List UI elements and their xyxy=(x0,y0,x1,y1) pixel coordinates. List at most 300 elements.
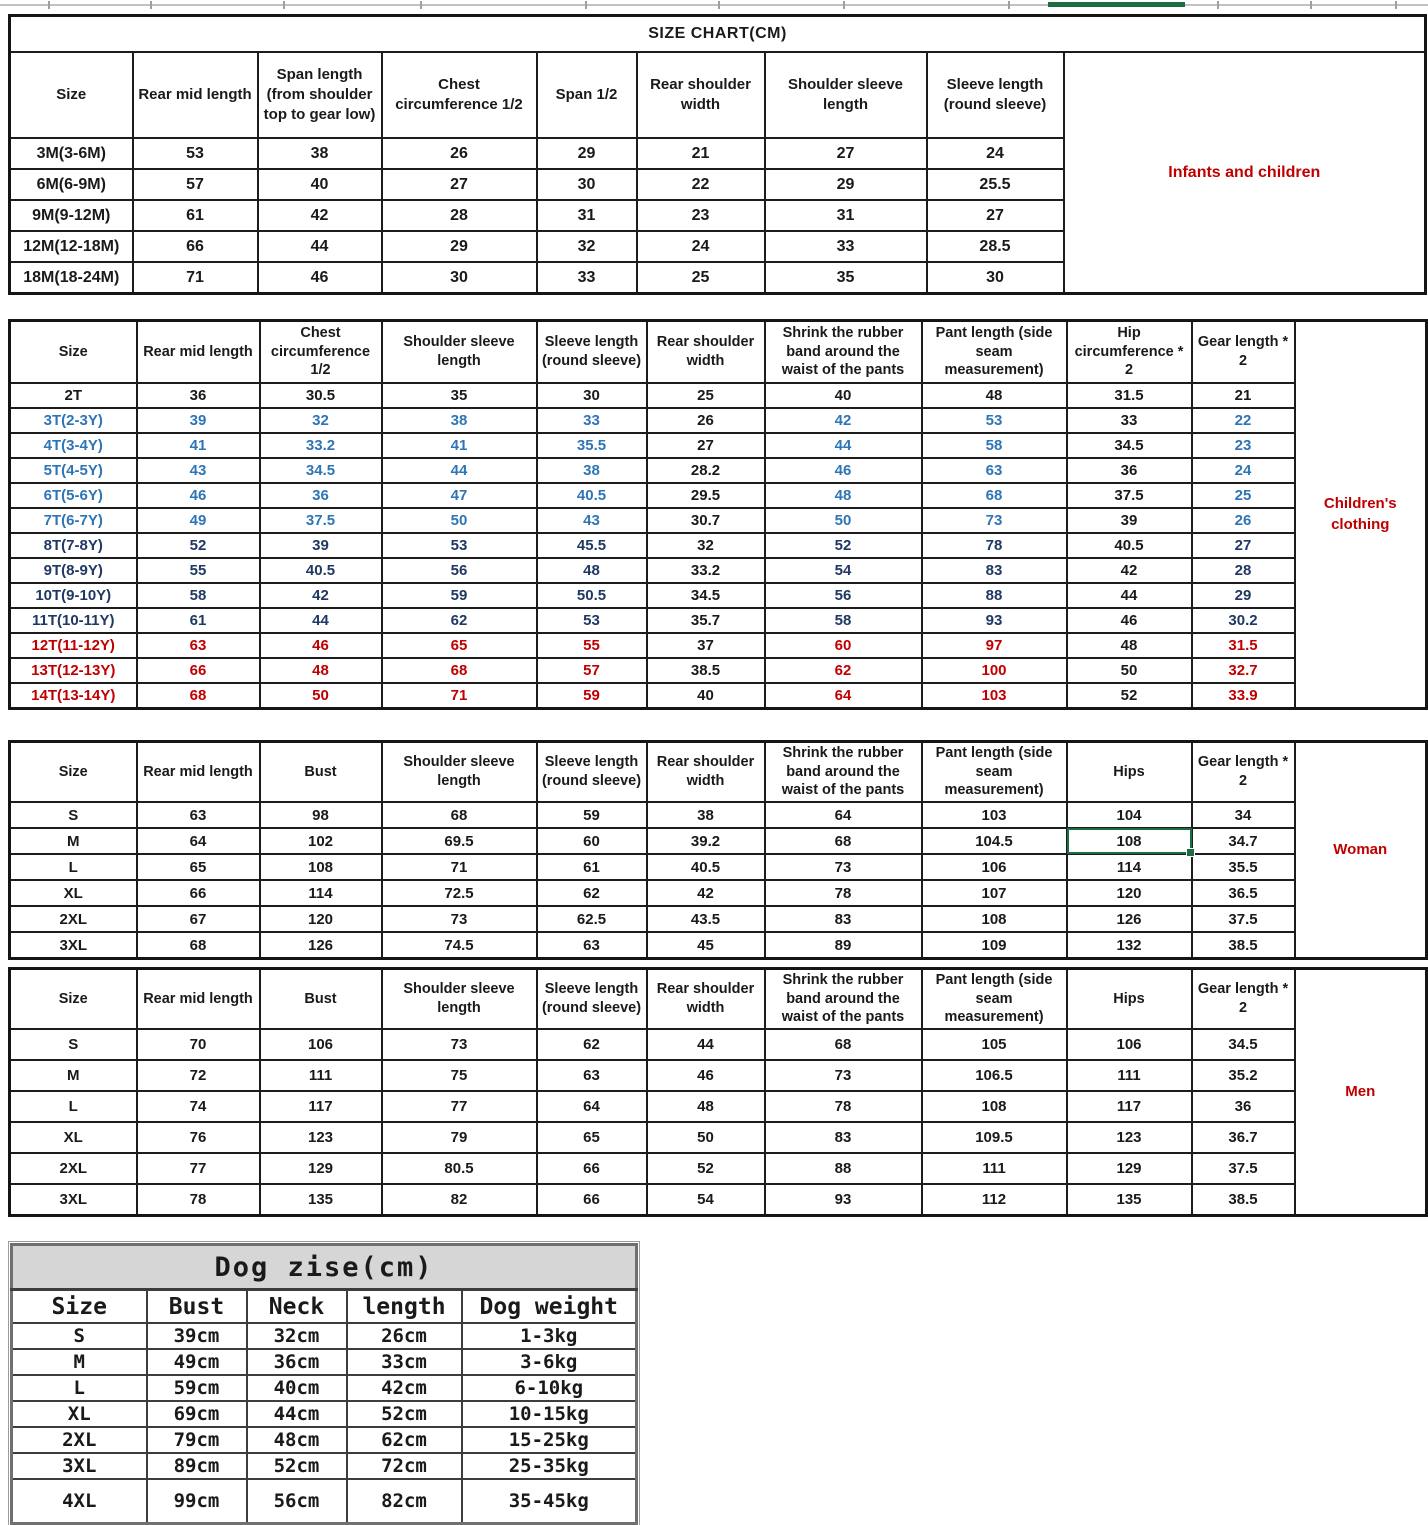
cell: 35-45kg xyxy=(462,1479,637,1524)
column-header: Size xyxy=(10,321,137,384)
column-header: length xyxy=(347,1290,462,1324)
table-row xyxy=(10,658,1427,683)
cell: 40.5 xyxy=(647,854,765,880)
cell: 76 xyxy=(137,1122,260,1153)
cell: 25.5 xyxy=(927,169,1064,200)
column-header: Bust xyxy=(147,1290,247,1324)
table-row xyxy=(12,1323,637,1349)
row-size-label: 4XL xyxy=(12,1479,147,1524)
cell: 72.5 xyxy=(382,880,537,906)
cell: 40.5 xyxy=(1067,533,1192,558)
cell: 73 xyxy=(765,854,922,880)
cell: 35.5 xyxy=(537,433,647,458)
column-header: Sleeve length (round sleeve) xyxy=(537,321,647,384)
cell: 34.5 xyxy=(1192,1029,1295,1060)
cell: 75 xyxy=(382,1060,537,1091)
cell: 106.5 xyxy=(922,1060,1067,1091)
row-size-label: 2XL xyxy=(10,906,137,932)
cell: 114 xyxy=(260,880,382,906)
cell: 53 xyxy=(537,608,647,633)
cell: 62 xyxy=(537,1029,647,1060)
row-size-label: XL xyxy=(12,1401,147,1427)
cell: 63 xyxy=(137,633,260,658)
cell: 97 xyxy=(922,633,1067,658)
cell: 34.5 xyxy=(647,583,765,608)
row-size-label: L xyxy=(10,1091,137,1122)
cell: 46 xyxy=(258,262,382,294)
cell: 24 xyxy=(1192,458,1295,483)
column-header: Pant length (side seam measurement) xyxy=(922,321,1067,384)
cell: 29 xyxy=(537,138,637,169)
cell: 37.5 xyxy=(1067,483,1192,508)
table-row xyxy=(10,383,1427,408)
cell: 62 xyxy=(537,880,647,906)
column-header: Rear shoulder width xyxy=(637,52,765,138)
cell: 103 xyxy=(922,802,1067,828)
cell: 68 xyxy=(382,658,537,683)
cell: 68 xyxy=(382,802,537,828)
table-row xyxy=(10,508,1427,533)
column-header: Shrink the rubber band around the waist of the pants xyxy=(765,969,922,1030)
cell: 33.2 xyxy=(647,558,765,583)
cell: 66 xyxy=(133,231,258,262)
column-header: Sleeve length (round sleeve) xyxy=(927,52,1064,138)
cell: 63 xyxy=(137,802,260,828)
cell: 30.7 xyxy=(647,508,765,533)
cell: 52 xyxy=(647,1153,765,1184)
cell: 65 xyxy=(137,854,260,880)
cell: 33 xyxy=(537,262,637,294)
cell: 68 xyxy=(137,932,260,959)
dog-size-table xyxy=(10,1243,638,1525)
table-row xyxy=(12,1401,637,1427)
cell: 38 xyxy=(382,408,537,433)
cell: 21 xyxy=(1192,383,1295,408)
table-row xyxy=(10,683,1427,709)
cell: 77 xyxy=(137,1153,260,1184)
cell: 55 xyxy=(137,558,260,583)
row-size-label: 14T(13-14Y) xyxy=(10,683,137,709)
cell: 46 xyxy=(1067,608,1192,633)
row-size-label: 8T(7-8Y) xyxy=(10,533,137,558)
cell: 22 xyxy=(637,169,765,200)
cell: 27 xyxy=(1192,533,1295,558)
cell: 108 xyxy=(922,1091,1067,1122)
cell: 36cm xyxy=(247,1349,347,1375)
row-size-label: S xyxy=(10,802,137,828)
cell: 44 xyxy=(258,231,382,262)
section-label: Infants and children xyxy=(1064,52,1426,294)
cell: 55 xyxy=(537,633,647,658)
cell: 50 xyxy=(260,683,382,709)
cell: 50 xyxy=(382,508,537,533)
cell: 59 xyxy=(537,802,647,828)
cell: 66 xyxy=(537,1153,647,1184)
column-header: Shoulder sleeve length xyxy=(382,969,537,1030)
cell: 37.5 xyxy=(260,508,382,533)
cell: 22 xyxy=(1192,408,1295,433)
cell: 109 xyxy=(922,932,1067,959)
table-row xyxy=(10,1091,1427,1122)
cell: 36 xyxy=(1192,1091,1295,1122)
column-header: Shoulder sleeve length xyxy=(382,321,537,384)
cell: 62cm xyxy=(347,1427,462,1453)
row-size-label: M xyxy=(12,1349,147,1375)
cell: 63 xyxy=(537,932,647,959)
cell: 112 xyxy=(922,1184,1067,1216)
column-header: Rear shoulder width xyxy=(647,321,765,384)
column-header: Hips xyxy=(1067,742,1192,803)
column-header: Shoulder sleeve length xyxy=(765,52,927,138)
cell: 83 xyxy=(765,1122,922,1153)
cell: 98 xyxy=(260,802,382,828)
cell: 54 xyxy=(765,558,922,583)
dog-table-title: Dog zise(cm) xyxy=(12,1245,637,1290)
cell: 33 xyxy=(765,231,927,262)
cell: 78 xyxy=(765,880,922,906)
cell: 39 xyxy=(137,408,260,433)
table-row xyxy=(10,828,1427,854)
column-header: Rear shoulder width xyxy=(647,969,765,1030)
cell: 56cm xyxy=(247,1479,347,1524)
cell: 135 xyxy=(260,1184,382,1216)
table-row xyxy=(10,533,1427,558)
cell: 36.5 xyxy=(1192,880,1295,906)
table-row xyxy=(10,608,1427,633)
cell: 106 xyxy=(260,1029,382,1060)
cell: 78 xyxy=(765,1091,922,1122)
cell: 27 xyxy=(765,138,927,169)
cell: 23 xyxy=(1192,433,1295,458)
cell: 52cm xyxy=(347,1401,462,1427)
column-header: Span length (from shoulder top to gear low) xyxy=(258,52,382,138)
column-header: Bust xyxy=(260,969,382,1030)
table-row xyxy=(12,1427,637,1453)
cell: 57 xyxy=(537,658,647,683)
cell: 62.5 xyxy=(537,906,647,932)
selection-top-edge xyxy=(1048,2,1185,7)
table-row xyxy=(10,880,1427,906)
cell: 100 xyxy=(922,658,1067,683)
cell: 63 xyxy=(922,458,1067,483)
cell: 50 xyxy=(765,508,922,533)
cell: 64 xyxy=(537,1091,647,1122)
cell: 64 xyxy=(765,802,922,828)
row-size-label: 3XL xyxy=(10,932,137,959)
cell: 48 xyxy=(922,383,1067,408)
column-header: Rear mid length xyxy=(133,52,258,138)
cell: 35.2 xyxy=(1192,1060,1295,1091)
column-header: Neck xyxy=(247,1290,347,1324)
cell: 40 xyxy=(258,169,382,200)
cell: 72 xyxy=(137,1060,260,1091)
cell: 83 xyxy=(922,558,1067,583)
table-row xyxy=(10,932,1427,959)
table-row xyxy=(10,1153,1427,1184)
cell: 66 xyxy=(137,880,260,906)
column-header: Gear length * 2 xyxy=(1192,321,1295,384)
cell: 42 xyxy=(260,583,382,608)
cell: 37 xyxy=(647,633,765,658)
cell: 30.5 xyxy=(260,383,382,408)
cell: 53 xyxy=(382,533,537,558)
cell: 40.5 xyxy=(537,483,647,508)
cell: 50.5 xyxy=(537,583,647,608)
cell: 28 xyxy=(1192,558,1295,583)
column-header: Sleeve length (round sleeve) xyxy=(537,742,647,803)
table-row xyxy=(10,408,1427,433)
cell: 41 xyxy=(137,433,260,458)
cell: 60 xyxy=(765,633,922,658)
cell: 28.5 xyxy=(927,231,1064,262)
row-size-label: 9T(8-9Y) xyxy=(10,558,137,583)
cell: 69cm xyxy=(147,1401,247,1427)
cell: 31 xyxy=(765,200,927,231)
cell: 35.5 xyxy=(1192,854,1295,880)
cell: 73 xyxy=(765,1060,922,1091)
column-header: Rear mid length xyxy=(137,969,260,1030)
row-size-label: 2XL xyxy=(12,1427,147,1453)
row-size-label: 4T(3-4Y) xyxy=(10,433,137,458)
cell: 44 xyxy=(382,458,537,483)
cell: 10-15kg xyxy=(462,1401,637,1427)
cell: 54 xyxy=(647,1184,765,1216)
column-header: Shrink the rubber band around the waist of the pants xyxy=(765,321,922,384)
table-row xyxy=(10,802,1427,828)
column-header: Pant length (side seam measurement) xyxy=(922,969,1067,1030)
cell: 79cm xyxy=(147,1427,247,1453)
cell: 44 xyxy=(260,608,382,633)
cell: 44 xyxy=(647,1029,765,1060)
cell: 89 xyxy=(765,932,922,959)
spreadsheet-gridline-strip xyxy=(0,0,1428,12)
cell: 38 xyxy=(537,458,647,483)
row-size-label: 3XL xyxy=(10,1184,137,1216)
cell: 34 xyxy=(1192,802,1295,828)
cell: 66 xyxy=(137,658,260,683)
cell: 61 xyxy=(537,854,647,880)
cell: 71 xyxy=(133,262,258,294)
cell: 40 xyxy=(647,683,765,709)
table-row xyxy=(10,1122,1427,1153)
table-row xyxy=(10,633,1427,658)
cell: 120 xyxy=(260,906,382,932)
cell: 38 xyxy=(258,138,382,169)
cell: 24 xyxy=(927,138,1064,169)
cell: 126 xyxy=(1067,906,1192,932)
cell: 29.5 xyxy=(647,483,765,508)
cell: 34.7 xyxy=(1192,828,1295,854)
children-size-table xyxy=(8,319,1428,710)
cell: 42 xyxy=(258,200,382,231)
cell: 36 xyxy=(260,483,382,508)
cell: 67 xyxy=(137,906,260,932)
cell: 26 xyxy=(647,408,765,433)
cell: 109.5 xyxy=(922,1122,1067,1153)
cell: 40 xyxy=(765,383,922,408)
cell: 50 xyxy=(1067,658,1192,683)
cell: 46 xyxy=(765,458,922,483)
cell: 37.5 xyxy=(1192,1153,1295,1184)
cell: 59cm xyxy=(147,1375,247,1401)
cell: 88 xyxy=(765,1153,922,1184)
row-size-label: M xyxy=(10,1060,137,1091)
cell: 33.2 xyxy=(260,433,382,458)
cell: 68 xyxy=(765,828,922,854)
cell: 93 xyxy=(765,1184,922,1216)
cell: 88 xyxy=(922,583,1067,608)
row-size-label: 2XL xyxy=(10,1153,137,1184)
cell: 30.2 xyxy=(1192,608,1295,633)
cell: 25 xyxy=(637,262,765,294)
cell: 24 xyxy=(637,231,765,262)
cell: 50 xyxy=(647,1122,765,1153)
cell: 31.5 xyxy=(1067,383,1192,408)
column-header: Dog weight xyxy=(462,1290,637,1324)
cell: 39 xyxy=(260,533,382,558)
column-header: Chest circumference 1/2 xyxy=(382,52,537,138)
cell: 42 xyxy=(647,880,765,906)
cell: 62 xyxy=(765,658,922,683)
row-size-label: 3M(3-6M) xyxy=(10,138,133,169)
cell: 49cm xyxy=(147,1349,247,1375)
cell: 49 xyxy=(137,508,260,533)
cell: 46 xyxy=(647,1060,765,1091)
cell: 123 xyxy=(1067,1122,1192,1153)
cell: 47 xyxy=(382,483,537,508)
cell: 36 xyxy=(1067,458,1192,483)
cell: 38.5 xyxy=(647,658,765,683)
cell: 52 xyxy=(137,533,260,558)
cell: 30 xyxy=(537,169,637,200)
row-size-label: 2T xyxy=(10,383,137,408)
cell: 48cm xyxy=(247,1427,347,1453)
cell: 28 xyxy=(382,200,537,231)
cell: 43.5 xyxy=(647,906,765,932)
column-header: Gear length * 2 xyxy=(1192,969,1295,1030)
cell: 61 xyxy=(133,200,258,231)
cell: 42cm xyxy=(347,1375,462,1401)
cell: 66 xyxy=(537,1184,647,1216)
infants-size-table xyxy=(8,14,1427,295)
cell: 46 xyxy=(137,483,260,508)
cell: 43 xyxy=(137,458,260,483)
cell: 52cm xyxy=(247,1453,347,1479)
table-row xyxy=(10,583,1427,608)
cell: 23 xyxy=(637,200,765,231)
cell: 29 xyxy=(1192,583,1295,608)
cell: 71 xyxy=(382,683,537,709)
cell: 35 xyxy=(382,383,537,408)
cell: 6-10kg xyxy=(462,1375,637,1401)
cell: 33 xyxy=(1067,408,1192,433)
cell: 79 xyxy=(382,1122,537,1153)
cell: 58 xyxy=(765,608,922,633)
cell: 63 xyxy=(537,1060,647,1091)
table-row xyxy=(10,854,1427,880)
cell: 38.5 xyxy=(1192,1184,1295,1216)
cell: 78 xyxy=(137,1184,260,1216)
cell: 99cm xyxy=(147,1479,247,1524)
cell: 60 xyxy=(537,828,647,854)
cell: 33 xyxy=(537,408,647,433)
row-size-label: 10T(9-10Y) xyxy=(10,583,137,608)
cell: 53 xyxy=(133,138,258,169)
cell: 73 xyxy=(382,1029,537,1060)
column-header: Size xyxy=(10,969,137,1030)
cell: 77 xyxy=(382,1091,537,1122)
row-size-label: 12T(11-12Y) xyxy=(10,633,137,658)
cell: 28.2 xyxy=(647,458,765,483)
cell: 57 xyxy=(133,169,258,200)
row-size-label: XL xyxy=(10,880,137,906)
cell: 43 xyxy=(537,508,647,533)
cell: 32.7 xyxy=(1192,658,1295,683)
cell: 135 xyxy=(1067,1184,1192,1216)
cell: 71 xyxy=(382,854,537,880)
cell: 64 xyxy=(765,683,922,709)
table-row xyxy=(10,1060,1427,1091)
cell: 74 xyxy=(137,1091,260,1122)
row-size-label: L xyxy=(10,854,137,880)
cell: 44cm xyxy=(247,1401,347,1427)
cell: 69.5 xyxy=(382,828,537,854)
table-row xyxy=(10,458,1427,483)
cell: 32cm xyxy=(247,1323,347,1349)
cell: 123 xyxy=(260,1122,382,1153)
cell: 111 xyxy=(922,1153,1067,1184)
cell: 34.5 xyxy=(1067,433,1192,458)
column-header: Chest circumference 1/2 xyxy=(260,321,382,384)
cell: 65 xyxy=(382,633,537,658)
row-size-label: 9M(9-12M) xyxy=(10,200,133,231)
cell: 32 xyxy=(260,408,382,433)
cell: 36 xyxy=(137,383,260,408)
cell: 26 xyxy=(382,138,537,169)
cell: 45.5 xyxy=(537,533,647,558)
cell: 36.7 xyxy=(1192,1122,1295,1153)
cell: 105 xyxy=(922,1029,1067,1060)
cell: 21 xyxy=(637,138,765,169)
cell: 26cm xyxy=(347,1323,462,1349)
cell: 41 xyxy=(382,433,537,458)
column-header: Size xyxy=(12,1290,147,1324)
cell: 39.2 xyxy=(647,828,765,854)
cell: 44 xyxy=(765,433,922,458)
cell: 73 xyxy=(382,906,537,932)
cell: 42 xyxy=(1067,558,1192,583)
table-row xyxy=(12,1349,637,1375)
cell: 59 xyxy=(382,583,537,608)
row-size-label: 6M(6-9M) xyxy=(10,169,133,200)
cell: 108 xyxy=(922,906,1067,932)
cell: 32 xyxy=(647,533,765,558)
cell: 61 xyxy=(137,608,260,633)
cell: 70 xyxy=(137,1029,260,1060)
cell: 72cm xyxy=(347,1453,462,1479)
cell: 26 xyxy=(1192,508,1295,533)
cell: 31.5 xyxy=(1192,633,1295,658)
cell: 53 xyxy=(922,408,1067,433)
column-header: Size xyxy=(10,52,133,138)
cell: 44 xyxy=(1067,583,1192,608)
row-size-label: L xyxy=(12,1375,147,1401)
column-header: Sleeve length (round sleeve) xyxy=(537,969,647,1030)
cell: 46 xyxy=(260,633,382,658)
cell: 27 xyxy=(927,200,1064,231)
selected-cell: 108 xyxy=(1067,828,1192,854)
cell: 59 xyxy=(537,683,647,709)
